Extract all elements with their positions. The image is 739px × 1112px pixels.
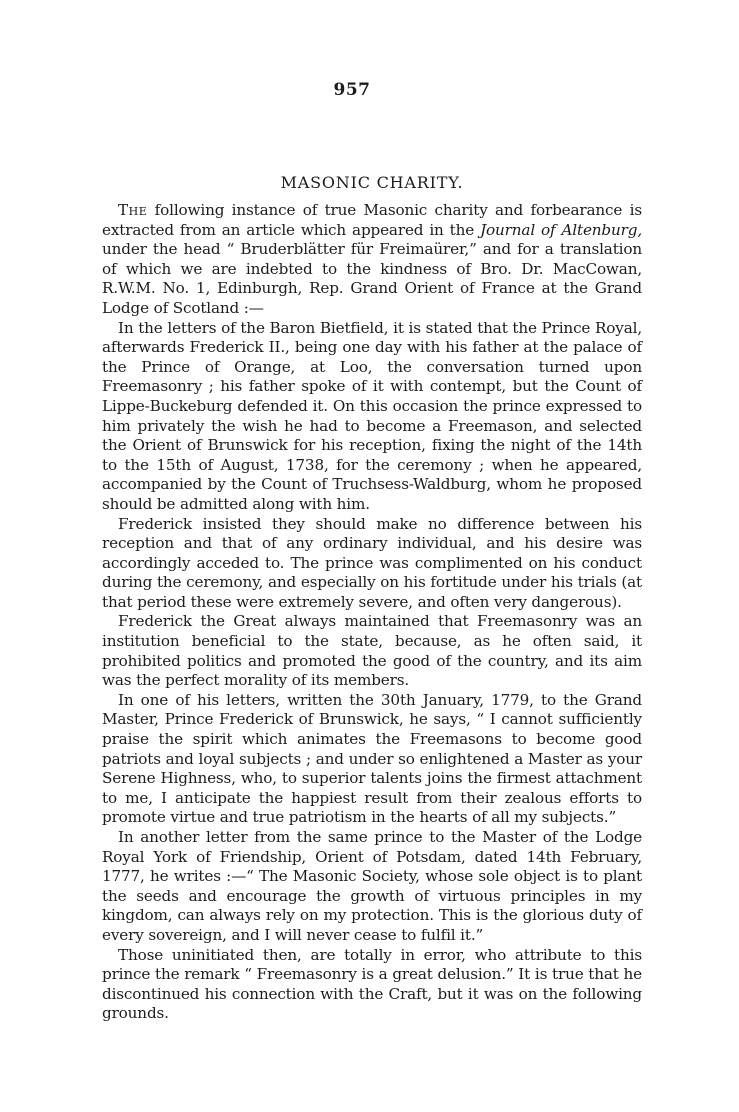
paragraph-5: In one of his letters, written the 30th January, 1779, to the Grand Master, Prince Frederick of Brunswick, he says, “ I cannot sufficiently praise the spirit which animates the Freemasons to become good patriots and loyal subjects ; and under so enlightened a Master as your Serene Highness, who, to superior talents joins the firmest attachment to me, I anticipate the happiest result from their zealous efforts to promote virtue and true patriotism in the hearts of all my subjects.” xyxy=(102,690,642,827)
article-title: MASONIC CHARITY. xyxy=(280,173,464,192)
paragraph-4: Frederick the Great always maintained that Freemasonry was an institution beneficial to the state, because, as he often said, it prohibited politics and promoted the good of the country, and its aim was the perfect morality of its members. xyxy=(102,612,642,690)
journal-name: Journal of Altenburg, xyxy=(480,220,642,239)
article-body xyxy=(102,201,642,1024)
paragraph-1 xyxy=(102,201,642,319)
paragraph-1-text-a: following instance of true Masonic charity and forbearance is extracted from an article which appeared in the xyxy=(102,201,642,239)
paragraph-6: In another letter from the same prince to the Master of the Lodge Royal York of Friendship, Orient of Potsdam, dated 14th February, 1777, he writes :—“ The Masonic Society, whose sole object is to plant the seeds and encourage the growth of virtuous principles in my kingdom, can always rely on my protection. This is the glorious duty of every sovereign, and I will never cease to fulfil it.” xyxy=(102,828,642,944)
paragraph-3: Frederick insisted they should make no difference between his reception and that of any ordinary individual, and his desire was accordingly acceded to. The prince was complimented on his conduct during the ceremony, and especially on his fortitude under his trials (at that period these were extremely severe, and often very dangerous). xyxy=(102,514,642,611)
paragraph-lead-word: The xyxy=(118,201,148,219)
paragraph-7: Those uninitiated then, are totally in error, who attribute to this prince the remark “ Freemasonry is a great delusion.” It is true that he discontinued his connection with the Craft, but it was on the following grounds. xyxy=(102,945,642,1023)
paragraph-1-text-b: under the head “ Bruderblätter für Freimaürer,” and for a translation of which we are indebted to the kindness of Bro. Dr. MacCowan, R.W.M. No. 1, Edinburgh, Rep. Grand Orient of France at the Grand Lodge of Scotland :— xyxy=(102,240,642,317)
paragraph-2: In the letters of the Baron Bietfield, it is stated that the Prince Royal, afterwards Frederick II., being one day with his father at the palace of the Prince of Orange, at Loo, the conversation turned upon Freemasonry ; his father spoke of it with contempt, but the Count of Lippe-Buckeburg defended it. On this occasion the prince expressed to him privately the wish he had to become a Freemason, and selected the Orient of Brunswick for his reception, fixing the night of the 14th to the 15th of August, 1738, for the ceremony ; when he appeared, accompanied by the Count of Truchsess-Waldburg, whom he proposed should be admitted along with him. xyxy=(102,318,642,513)
page-number: 957 xyxy=(333,80,371,100)
